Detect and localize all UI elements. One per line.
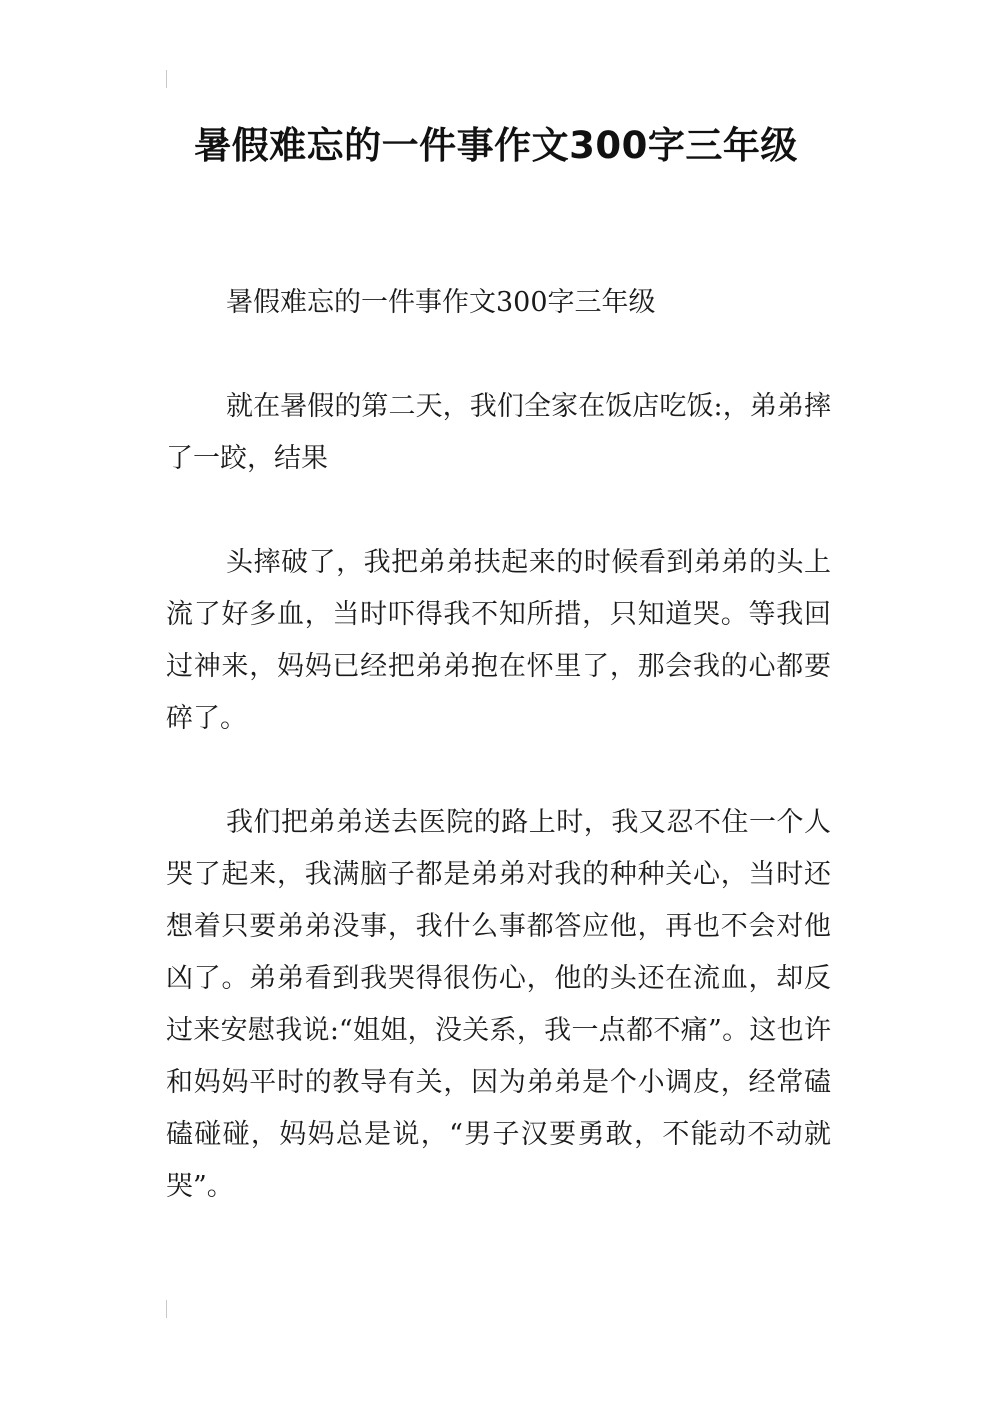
crop-mark-bottom — [166, 1300, 167, 1318]
crop-mark-top — [166, 70, 167, 88]
document-title: 暑假难忘的一件事作文300字三年级 — [194, 124, 798, 167]
paragraph-heading: 暑假难忘的一件事作文300字三年级 — [226, 287, 656, 318]
document-body — [166, 277, 831, 1213]
paragraph: 头摔破了，我把弟弟扶起来的时候看到弟弟的头上流了好多血，当时吓得我不知所措，只知道哭。等我回过神来，妈妈已经把弟弟抱在怀里了，那会我的心都要碎了。 — [166, 547, 831, 734]
paragraph: 就在暑假的第二天，我们全家在饭店吃饭:，弟弟摔了一跤，结果 — [166, 391, 831, 474]
paragraph: 我们把弟弟送去医院的路上时，我又忍不住一个人哭了起来，我满脑子都是弟弟对我的种种关心，当时还想着只要弟弟没事，我什么事都答应他，再也不会对他凶了。弟弟看到我哭得很伤心，他的头还在流血，却反过来安慰我说:“姐姐，没关系，我一点都不痛”。这也许和妈妈平时的教导有关，因为弟弟是个小调皮，经常磕磕碰碰，妈妈总是说，“男子汉要勇敢，不能动不动就哭”。 — [166, 807, 831, 1202]
